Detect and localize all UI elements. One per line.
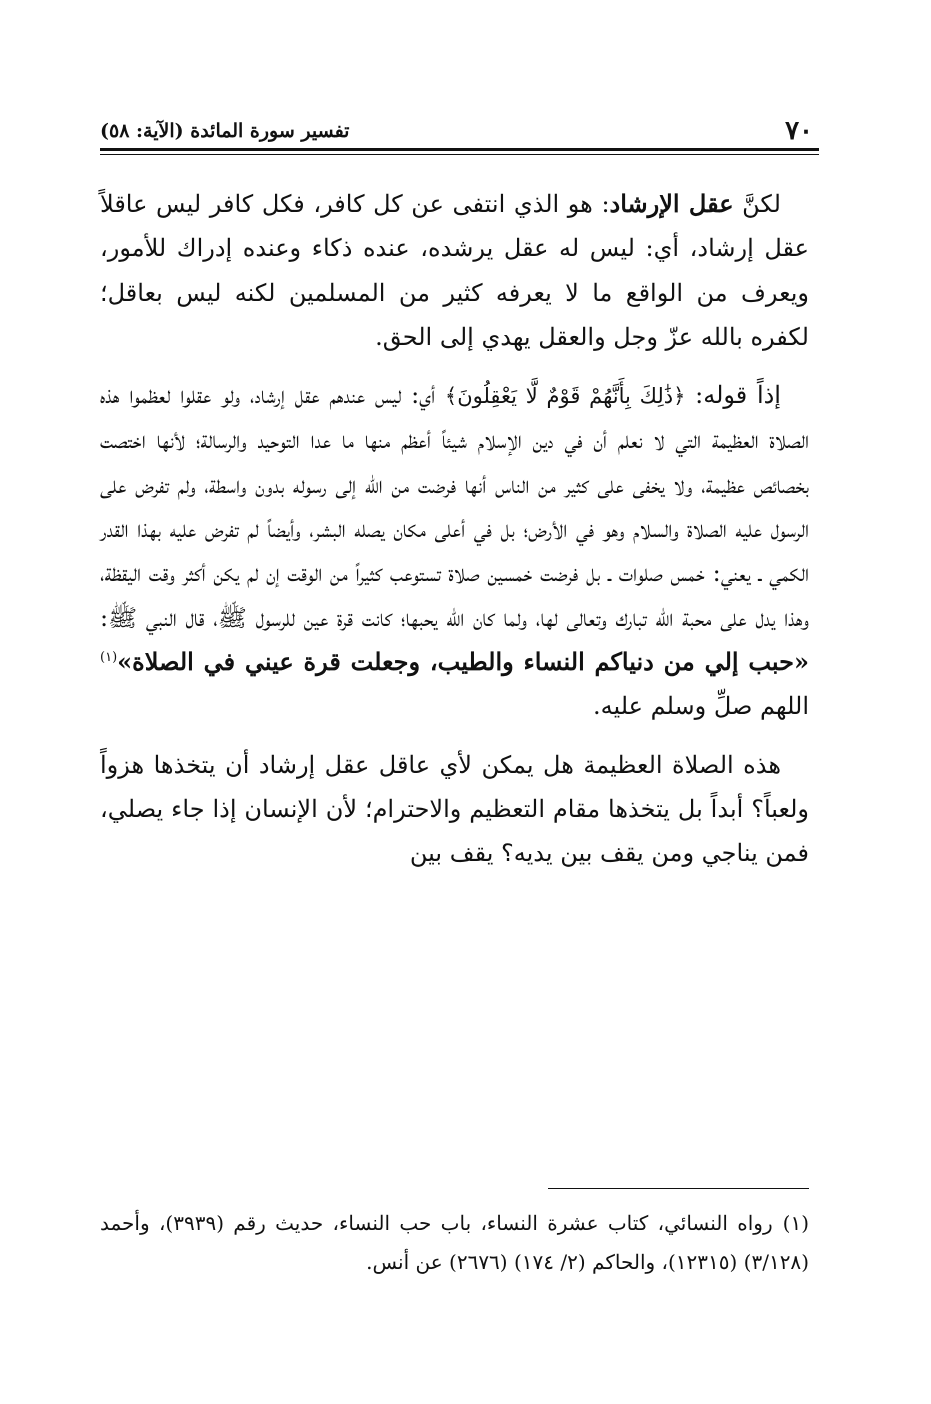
paragraph-2-text-1: أي: ليس عندهم عقل إرشاد، ولو عقلوا لعظموا هذه الصلاة العظيمة التي لا نعلم أن في دين الإسلام شيئاً أعظم منها ما عدا التوحيد والرسالة؛ لأنها اختصت بخصائص عظيمة، ولا يخفى على كثير من الناس أنها فرضت من الله إلى رسوله بدون واسطة، ولم تفرض على الرسول عليه الصلاة والسلام وهو في الأرض؛ بل في أعلى مكان يصله البشر، وأيضاً لم تفرض عليه بهذا القدر الكمي ـ يعني: خمس صلوات ـ بل فرضت خمسين صلاة تستوعب كثيراً من الوقت إن لم يكن أكثر وقت اليقظة، وهذا يدل على محبة الله تبارك وتعالى لها، ولما كان الله يحبها؛ كانت قرة عين للرسول ﷺ، قال النبي ﷺ: (100, 381, 809, 632)
quran-verse: ﴿ذَٰلِكَ بِأَنَّهُمْ قَوْمٌ لَّا يَعْقِلُونَ﴾ (444, 384, 686, 409)
paragraph-2-text-2: اللهم صلِّ وسلم عليه. (592, 692, 809, 721)
header-rule-thin (100, 154, 819, 155)
footnote-reference: (١) (100, 649, 118, 665)
header-title: تفسير سورة المائدة (الآية: ٥٨) (100, 120, 350, 142)
footnote-separator (548, 1188, 809, 1189)
paragraph-3 (100, 743, 809, 876)
paragraph-1 (100, 182, 809, 359)
paragraph-2 (100, 373, 809, 728)
main-text (100, 182, 809, 889)
running-header (100, 108, 813, 144)
paragraph-3-text: هذه الصلاة العظيمة هل يمكن لأي عاقل عقل إرشاد أن يتخذها هزواً ولعباً؟ أبداً بل يتخذها مقام التعظيم والاحترام؛ لأن الإنسان إذا جاء يصلي، فمن يناجي ومن يقف بين يديه؟ يقف بين (100, 750, 809, 868)
footnote-number: (١) (782, 1211, 809, 1235)
term-irshad: عقل الإرشاد (609, 189, 734, 218)
footnote-text: رواه النسائي، كتاب عشرة النساء، باب حب النساء، حديث رقم (٣٩٣٩)، وأحمد (٣/١٢٨) (١٢٣١٥)، والحاكم (٢/ ١٧٤) (٢٦٧٦) عن أنس. (100, 1211, 809, 1274)
page-number: ٧٠ (785, 116, 813, 146)
hadith-quote: «حبب إلي من دنياكم النساء والطيب، وجعلت قرة عيني في الصلاة» (117, 646, 809, 676)
paragraph-1-text: : هو الذي انتفى عن كل كافر، فكل كافر ليس عاقلاً عقل إرشاد، أي: ليس له عقل يرشده، عنده ذكاء وعنده إدراك للأمور، ويعرف من الواقع ما لا يعرفه كثير من المسلمين لكنه ليس بعاقل؛ لكفره بالله عزّ وجل والعقل يهدي إلى الحق. (100, 190, 809, 351)
header-rule-thick (100, 148, 819, 151)
paragraph-2-lead: إذاً قوله: (695, 381, 781, 410)
footnotes (100, 1204, 809, 1282)
paragraph-1-lead: لكنَّ (742, 190, 781, 218)
